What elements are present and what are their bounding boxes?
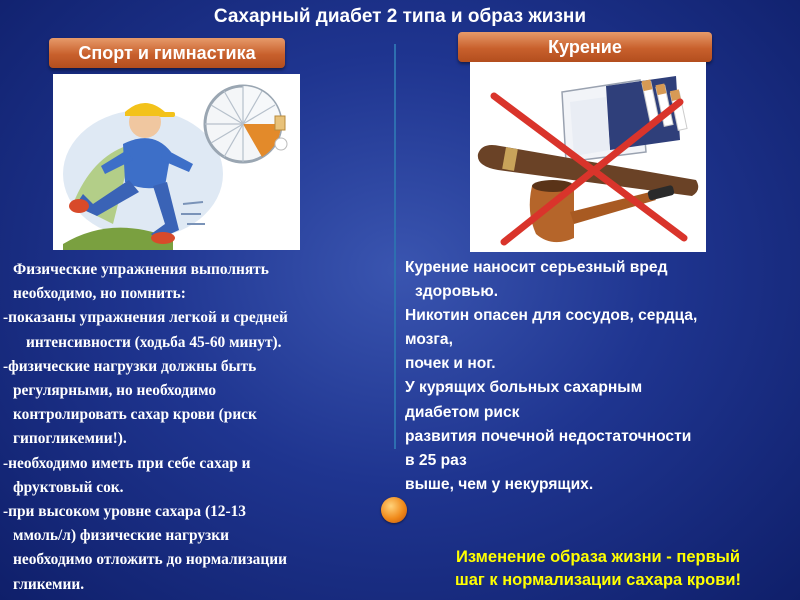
page-title: Сахарный диабет 2 типа и образ жизни bbox=[213, 6, 587, 27]
sport-line: контролировать сахар крови (риск bbox=[13, 406, 257, 424]
sport-line: необходимо, но помнить: bbox=[13, 285, 186, 303]
sport-line: интенсивности (ходьба 45-60 минут). bbox=[26, 333, 282, 351]
smoking-header: Курение bbox=[458, 32, 712, 62]
orange-bullet-icon bbox=[381, 497, 407, 523]
smoking-line: здоровью. bbox=[415, 283, 499, 301]
smoking-line: почек и ног. bbox=[405, 355, 496, 373]
sport-header: Спорт и гимнастика bbox=[49, 38, 285, 68]
sport-line: -при высоком уровне сахара (12-13 bbox=[3, 503, 246, 521]
conclusion-line: шаг к нормализации сахара крови! bbox=[454, 571, 742, 589]
running-man-icon bbox=[53, 74, 300, 250]
sport-line: необходимо отложить до нормализации bbox=[13, 551, 287, 569]
sport-line: гликемии. bbox=[13, 575, 85, 593]
sport-line: -показаны упражнения легкой и средней bbox=[3, 309, 288, 327]
sport-advice-text bbox=[3, 258, 388, 597]
smoking-illustration bbox=[470, 62, 706, 252]
conclusion-text bbox=[412, 546, 784, 592]
sport-line: -необходимо иметь при себе сахар и bbox=[3, 454, 251, 472]
sport-line: Физические упражнения выполнять bbox=[13, 261, 269, 278]
smoking-line: диабетом риск bbox=[405, 403, 520, 421]
smoking-line: в 25 раз bbox=[405, 451, 467, 469]
sport-line: гипогликемии!). bbox=[13, 430, 127, 448]
smoking-line: мозга, bbox=[405, 331, 453, 349]
sport-line: ммоль/л) физические нагрузки bbox=[13, 527, 229, 545]
smoking-line: выше, чем у некурящих. bbox=[405, 475, 594, 493]
smoking-line: У курящих больных сахарным bbox=[405, 379, 643, 397]
sport-illustration bbox=[53, 74, 300, 250]
conclusion-line: Изменение образа жизни - первый bbox=[456, 548, 740, 566]
smoking-line: Никотин опасен для сосудов, сердца, bbox=[405, 307, 698, 325]
smoking-line: Курение наносит серьезный вред bbox=[405, 259, 668, 276]
smoking-advice-text bbox=[405, 256, 797, 497]
sport-line: регулярными, но необходимо bbox=[13, 382, 217, 400]
column-divider bbox=[394, 44, 396, 449]
sport-line: фруктовый сок. bbox=[13, 478, 124, 496]
no-smoking-icon bbox=[470, 62, 706, 252]
smoking-line: развития почечной недостаточности bbox=[405, 427, 692, 445]
sport-line: -физические нагрузки должны быть bbox=[3, 357, 257, 375]
